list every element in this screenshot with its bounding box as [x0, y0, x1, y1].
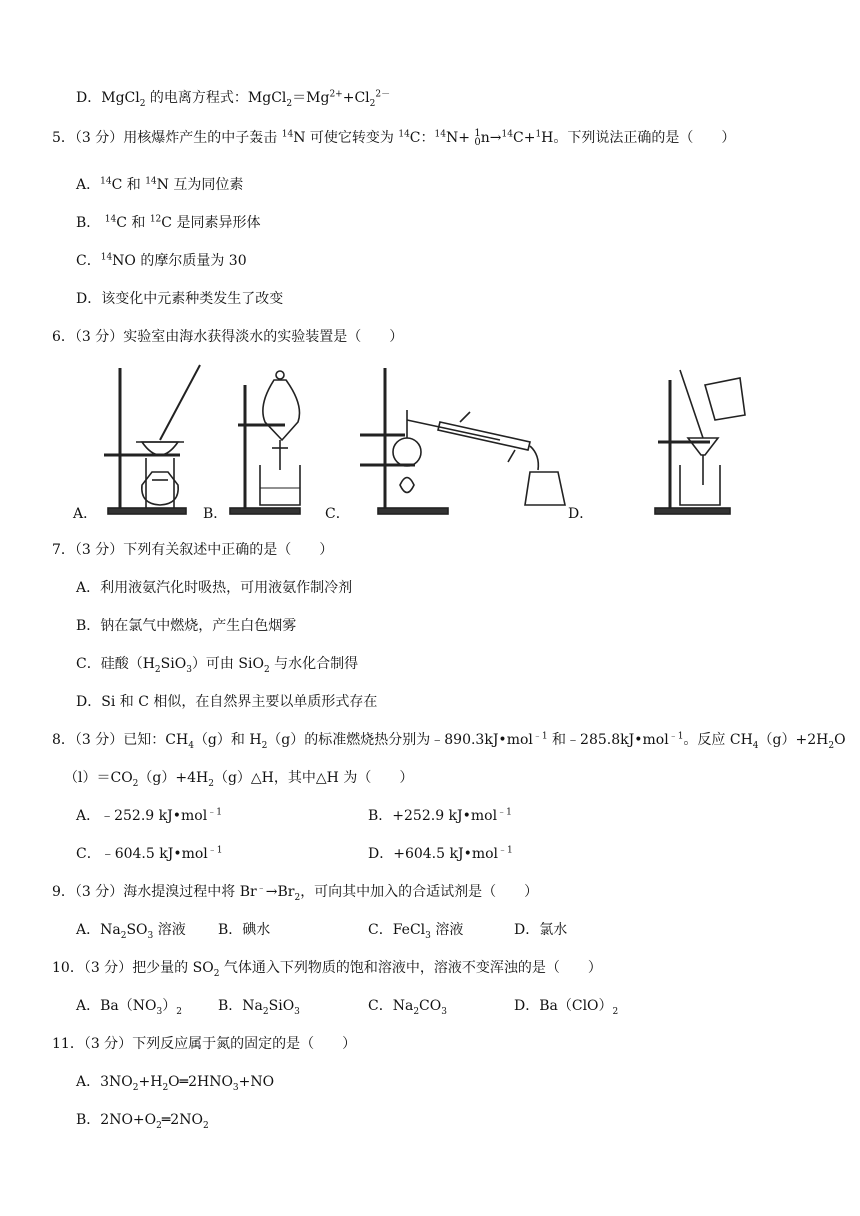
q5-option-b: B． $^{14}$C 和 $^{12}$C 是同素异形体 — [76, 214, 261, 231]
apparatus-d-filtration — [655, 370, 745, 514]
q6-apparatus-figure — [60, 360, 820, 525]
q7-option-b: B．钠在氯气中燃烧，产生白色烟雾 — [76, 618, 297, 634]
q9-option-c: C．FeCl$_3$ 溶液 — [368, 922, 464, 941]
q10-option-a: A．$Ba(NO_3)_2$ — [76, 998, 182, 1017]
apparatus-label-b: B． — [203, 506, 228, 522]
apparatus-label-c: C． — [325, 506, 350, 522]
q9-stem: 9．（3 分）海水提溴过程中将 $Br^﹣\to Br_2$，可向其中加入的合适试剂是（ ） — [52, 883, 539, 903]
q7-stem: 7．（3 分）下列有关叙述中正确的是（ ） — [52, 542, 334, 558]
q8-stem-line2: $(l)=CO_2(g)+4H_2(g)\triangle H$，其中△H 为（ ） — [64, 770, 414, 789]
q11-stem: 11．（3 分）下列反应属于氮的固定的是（ ） — [52, 1036, 357, 1052]
q10-option-d: D．$Ba(ClO)_2$ — [514, 998, 619, 1017]
q8-stem-line1: 8．（3 分）已知：$CH_4(g)$和 $H_2(g)$的标准燃烧热分别为﹣890.3kJ•mol$^{﹣1}$ 和﹣285.8kJ•mol$^{﹣1}$。反应 $CH_4(g)+2H_2O$ — [52, 731, 846, 751]
q9-option-a: A．$Na_2SO_3$ 溶液 — [76, 922, 186, 941]
q9-option-b: B．碘水 — [218, 922, 271, 938]
q11-option-b: B．$2NO+O_2═2NO_2$ — [76, 1112, 209, 1131]
apparatus-label-d: D． — [568, 506, 594, 522]
apparatus-label-a: A． — [73, 506, 98, 522]
q7-option-c: C．硅酸$(H_2SiO_3)$可由 SiO$_2$ 与水化合制得 — [76, 656, 359, 675]
q10-option-b: B．$Na_2SiO_3$ — [218, 998, 300, 1017]
q8-option-c: C．﹣604.5 kJ•mol$^{﹣1}$ — [76, 845, 223, 862]
q10-option-c: C．$Na_2CO_3$ — [368, 998, 447, 1017]
q11-option-a: A．$3NO_2+H_2O═2HNO_3+NO$ — [76, 1074, 275, 1093]
q4-option-d: D．MgCl$_2$ 的电离方程式：$MgCl_2=Mg^{2+}+Cl_2^{2-}$ — [76, 89, 391, 109]
q5-option-a: A．$^{14}$C 和 $^{14}$N 互为同位素 — [76, 176, 244, 193]
apparatus-c-distillation — [360, 368, 565, 514]
q7-option-d: D．Si 和 C 相似，在自然界主要以单质形式存在 — [76, 694, 378, 710]
q5-option-d: D．该变化中元素种类发生了改变 — [76, 291, 284, 307]
q8-option-a: A．﹣252.9 kJ•mol$^{﹣1}$ — [76, 807, 222, 824]
q5-stem: 5．（3 分）用核爆炸产生的中子轰击 $^{14}$N 可使它转变为 $^{14}$C：$^{14}$N+ 1 0 n→$^{14}$C+$^1$H。下列说法正确的是（ ） — [52, 128, 736, 148]
q7-option-a: A．利用液氨汽化时吸热，可用液氨作制冷剂 — [76, 580, 353, 596]
apparatus-b-separatory-funnel — [230, 371, 300, 514]
apparatus-a-evaporation — [104, 365, 200, 514]
q10-stem: 10．（3 分）把少量的 $SO_2$ 气体通入下列物质的饱和溶液中，溶液不变浑浊的是（ ） — [52, 960, 602, 979]
q8-option-b: B．+252.9 kJ•mol$^{﹣1}$ — [368, 807, 512, 824]
q9-option-d: D．氯水 — [514, 922, 568, 938]
q8-option-d: D．+604.5 kJ•mol$^{﹣1}$ — [368, 845, 513, 862]
q5-option-c: C．$^{14}$NO 的摩尔质量为 30 — [76, 252, 247, 269]
apparatus-drawings — [60, 360, 820, 525]
q6-stem: 6．（3 分）实验室由海水获得淡水的实验装置是（ ） — [52, 329, 404, 345]
